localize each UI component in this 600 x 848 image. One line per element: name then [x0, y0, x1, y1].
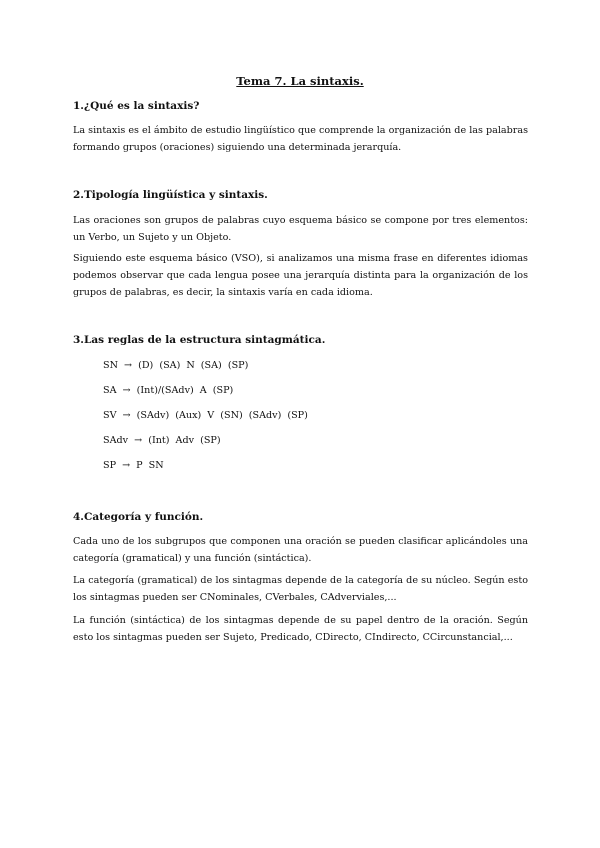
section-4-paragraph-3: La función (sintáctica) de los sintagmas depende de su papel dentro de la oración. Según esto los sintagmas pueden ser Sujeto, Predicado, CDirecto, CIndirecto, CCircunstancial,...	[73, 615, 528, 643]
rule-sv: SV → (SAdv) (Aux) V (SN) (SAdv) (SP)	[103, 410, 308, 421]
section-1-paragraph-1: La sintaxis es el ámbito de estudio lingüístico que comprende la organización de las palabras formando grupos (oraciones) siguiendo una determinada jerarquía.	[73, 125, 528, 153]
section-4-paragraph-2: La categoría (gramatical) de los sintagmas depende de la categoría de su núcleo. Según esto los sintagmas pueden ser CNominales, CVerbales, CAdverviales,...	[73, 575, 528, 603]
page-title: Tema 7. La sintaxis.	[236, 74, 364, 88]
section-4-heading: 4.Categoría y función.	[73, 511, 204, 523]
section-2-paragraph-1: Las oraciones son grupos de palabras cuyo esquema básico se compone por tres elementos: un Verbo, un Sujeto y un Objeto.	[73, 215, 528, 243]
section-1-heading: 1.¿Qué es la sintaxis?	[73, 100, 200, 112]
section-3-heading: 3.Las reglas de la estructura sintagmática.	[73, 334, 326, 346]
rule-sadv: SAdv → (Int) Adv (SP)	[103, 435, 221, 446]
section-2-paragraph-2: Siguiendo este esquema básico (VSO), si analizamos una misma frase en diferentes idiomas podemos observar que cada lengua posee una jerarquía distinta para la organización de los grupos de palabras, es decir, la sintaxis varía en cada idioma.	[73, 253, 528, 298]
section-4-paragraph-1: Cada uno de los subgrupos que componen una oración se pueden clasificar aplicándoles una categoría (gramatical) y una función (sintáctica).	[73, 536, 528, 564]
rule-sa: SA → (Int)/(SAdv) A (SP)	[103, 385, 234, 396]
section-2-heading: 2.Tipología lingüística y sintaxis.	[73, 189, 268, 201]
rule-sn: SN → (D) (SA) N (SA) (SP)	[103, 360, 249, 371]
rule-sp: SP → P SN	[103, 460, 164, 471]
